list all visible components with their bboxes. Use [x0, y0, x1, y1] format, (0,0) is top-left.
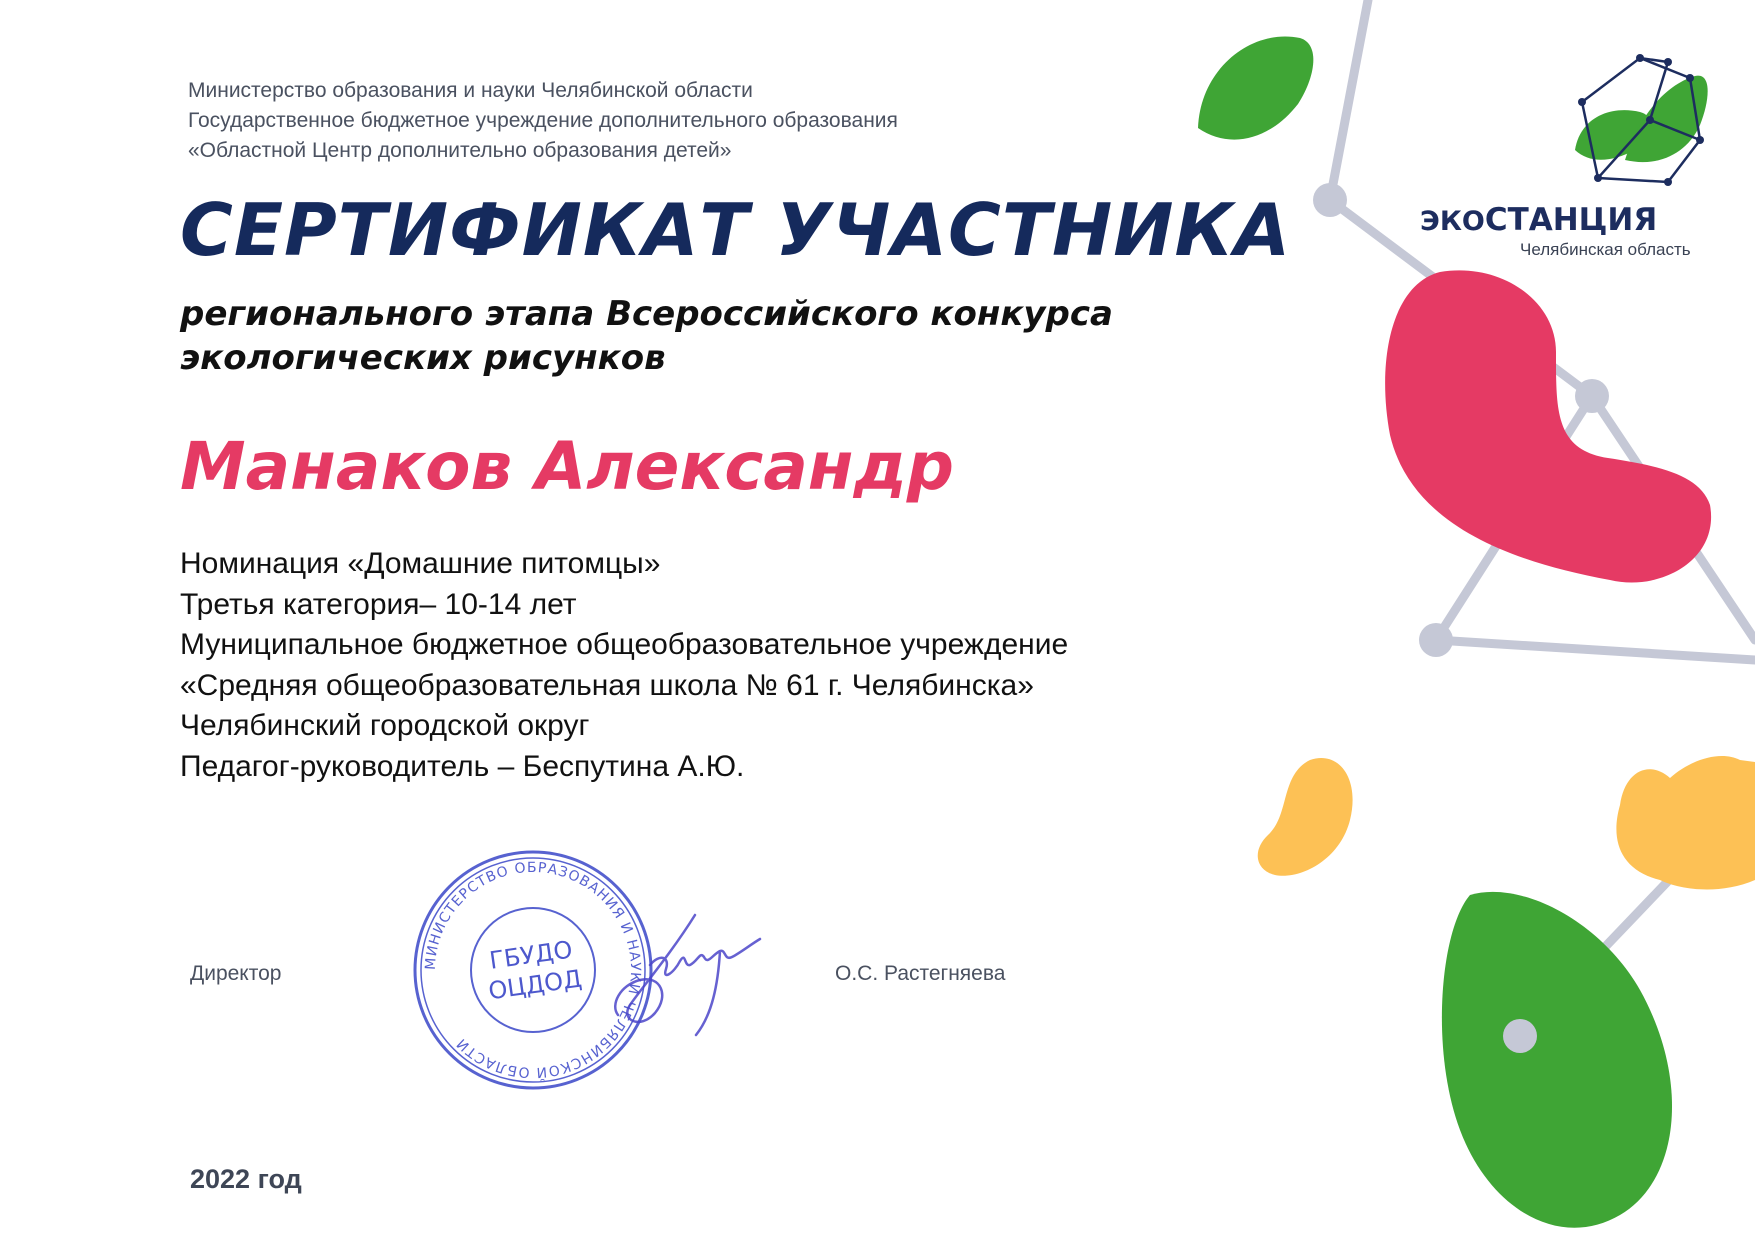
stamp-center-line: ГБУДО — [487, 935, 575, 975]
stamp-center-line: ОЦДОД — [486, 964, 584, 1006]
signatory-name: О.С. Растегняева — [835, 962, 1006, 985]
connector-node — [1575, 379, 1609, 413]
certificate-subtitle — [180, 292, 1240, 380]
certificate-title: СЕРТИФИКАТ УЧАСТНИКА — [180, 188, 1292, 272]
institution-line: Муниципальное бюджетное общеобразовательное учреждение — [180, 628, 1069, 661]
signatory-role: Директор — [190, 962, 282, 985]
yellow-bean-shape — [1258, 758, 1353, 876]
logo-word-station: СТАНЦИЯ — [1484, 202, 1658, 238]
connector-line — [1330, 0, 1368, 200]
subtitle-line: регионального этапа Всероссийского конкурса — [180, 294, 1113, 334]
certificate-year: 2022 год — [190, 1164, 302, 1194]
connector-node — [1313, 183, 1347, 217]
green-leaf-large-shape — [1442, 892, 1672, 1228]
subtitle-line: экологических рисунков — [180, 338, 666, 378]
green-leaf-shape — [1198, 37, 1313, 140]
handwritten-signature — [600, 895, 770, 1045]
recipient-name: Манаков Александр — [180, 428, 955, 505]
stamp-ring-text: МИНИСТЕРСТВО ОБРАЗОВАНИЯ И НАУКИ ЧЕЛЯБИНСКОЙ ОБЛАСТИ — [422, 859, 644, 1081]
issuer-line: Министерство образования и науки Челябинской области — [188, 79, 753, 102]
nomination: Номинация «Домашние питомцы» — [180, 547, 661, 580]
logo-region: Челябинская область — [1520, 240, 1691, 259]
connector-node — [1503, 1019, 1537, 1053]
issuer-header — [188, 76, 898, 166]
teacher: Педагог-руководитель – Беспутина А.Ю. — [180, 749, 745, 783]
ecostation-logo-emblem — [1575, 54, 1708, 186]
ecostation-logo-wordmark — [1420, 202, 1657, 238]
issuer-line: «Областной Центр дополнительно образования детей» — [188, 139, 732, 162]
award-details — [180, 544, 1068, 787]
connector-line — [1436, 640, 1755, 660]
pink-bean-shape — [1385, 270, 1711, 582]
logo-word-eco: ЭКО — [1420, 206, 1485, 237]
issuer-line: Государственное бюджетное учреждение дополнительного образования — [188, 109, 898, 132]
district: Челябинский городской округ — [180, 709, 590, 742]
connector-node — [1419, 623, 1453, 657]
category: Третья категория– 10-14 лет — [180, 587, 577, 621]
institution-line: «Средняя общеобразовательная школа № 61 г. Челябинска» — [180, 668, 1034, 702]
yellow-tulip-shape — [1616, 756, 1755, 889]
